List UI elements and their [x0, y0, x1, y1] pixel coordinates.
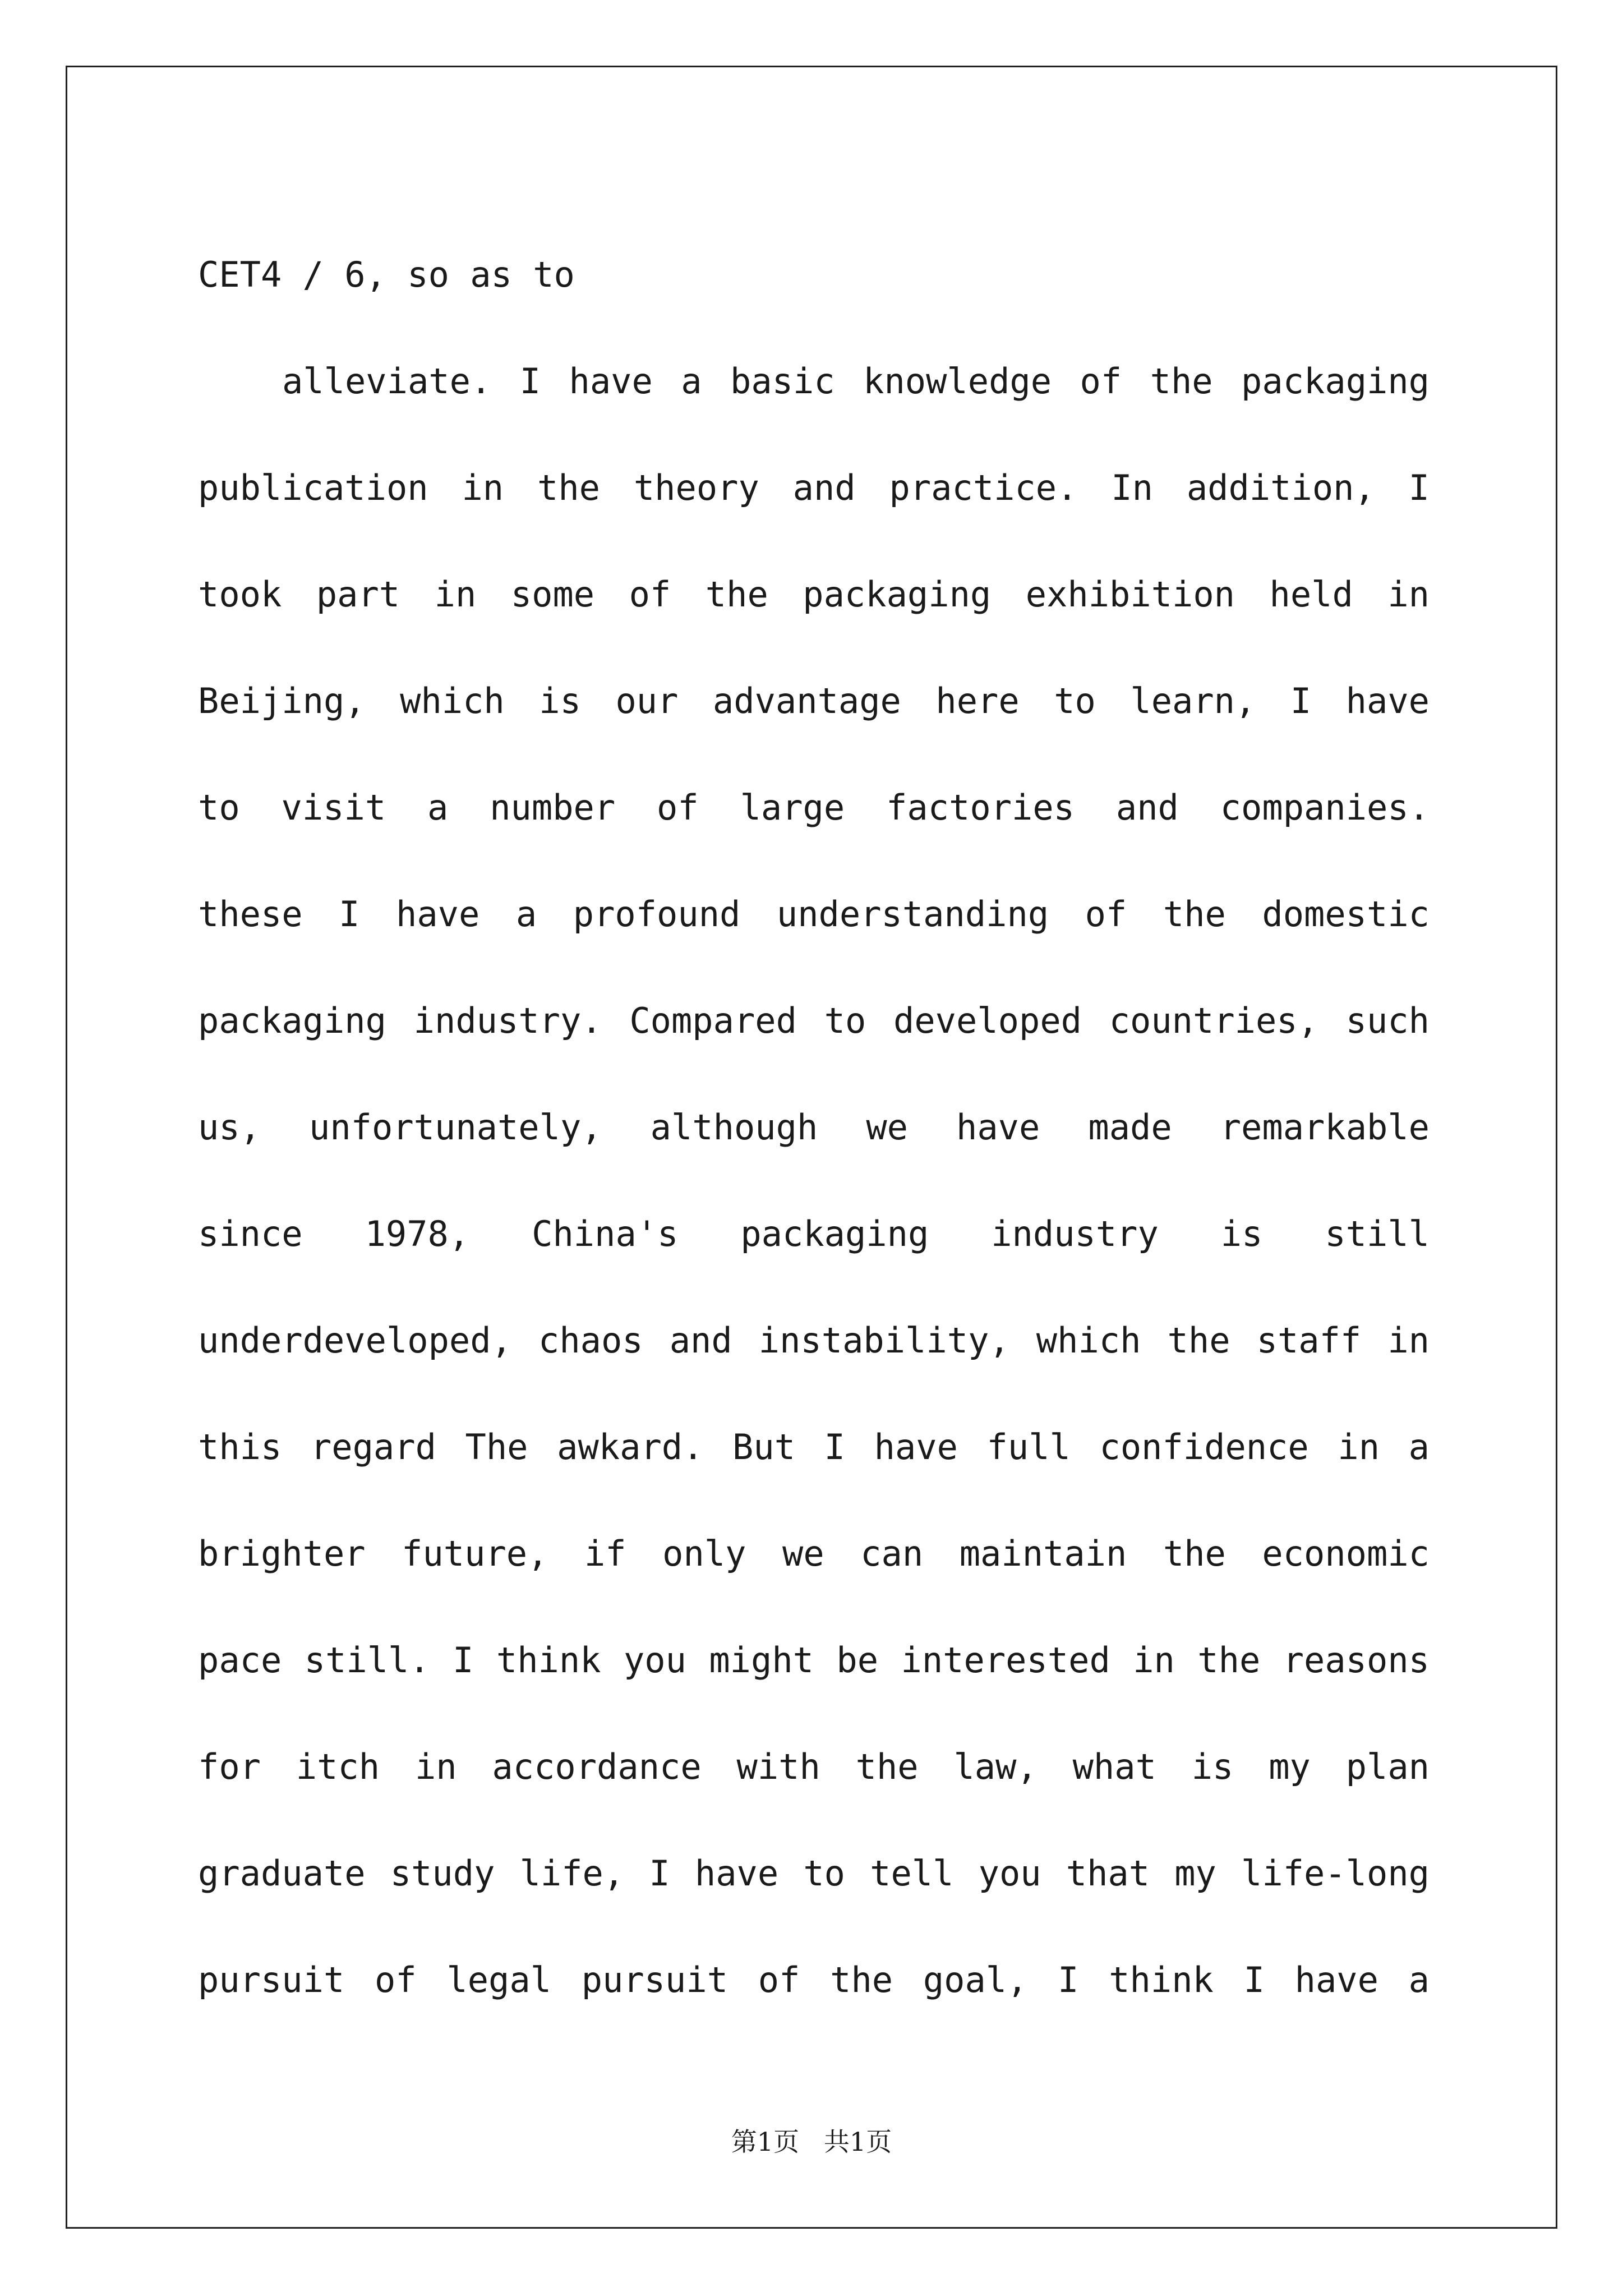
text-line: CET4 / 6, so as to: [198, 254, 575, 295]
text-line: graduate study life, I have to tell you that my life-long: [198, 1853, 1430, 1894]
body-text: [198, 222, 1430, 2033]
text-line: alleviate. I have a basic knowledge of the packaging: [282, 361, 1430, 402]
text-line: pursuit of legal pursuit of the goal, I think I have a: [198, 1959, 1430, 2000]
text-line: packaging industry. Compared to developed countries, such: [198, 1000, 1430, 1041]
text-line: these I have a profound understanding of the domestic: [198, 894, 1430, 935]
text-line: for itch in accordance with the law, what is my plan: [198, 1746, 1430, 1787]
text-line: brighter future, if only we can maintain the economic: [198, 1533, 1430, 1574]
text-line: publication in the theory and practice. In addition, I: [198, 467, 1430, 508]
text-line: this regard The awkard. But I have full confidence in a: [198, 1427, 1430, 1467]
text-line: took part in some of the packaging exhibition held in: [198, 574, 1430, 615]
text-line: Beijing, which is our advantage here to learn, I have: [198, 680, 1430, 721]
text-line: to visit a number of large factories and companies.: [198, 787, 1430, 828]
text-line: pace still. I think you might be interested in the reasons: [198, 1640, 1430, 1681]
text-line: us, unfortunately, although we have made remarkable: [198, 1107, 1430, 1148]
text-line: since 1978, China's packaging industry is still: [198, 1213, 1430, 1254]
text-line: underdeveloped, chaos and instability, which the staff in: [198, 1320, 1430, 1361]
page-number-footer: 第1页 共1页: [731, 2127, 892, 2157]
